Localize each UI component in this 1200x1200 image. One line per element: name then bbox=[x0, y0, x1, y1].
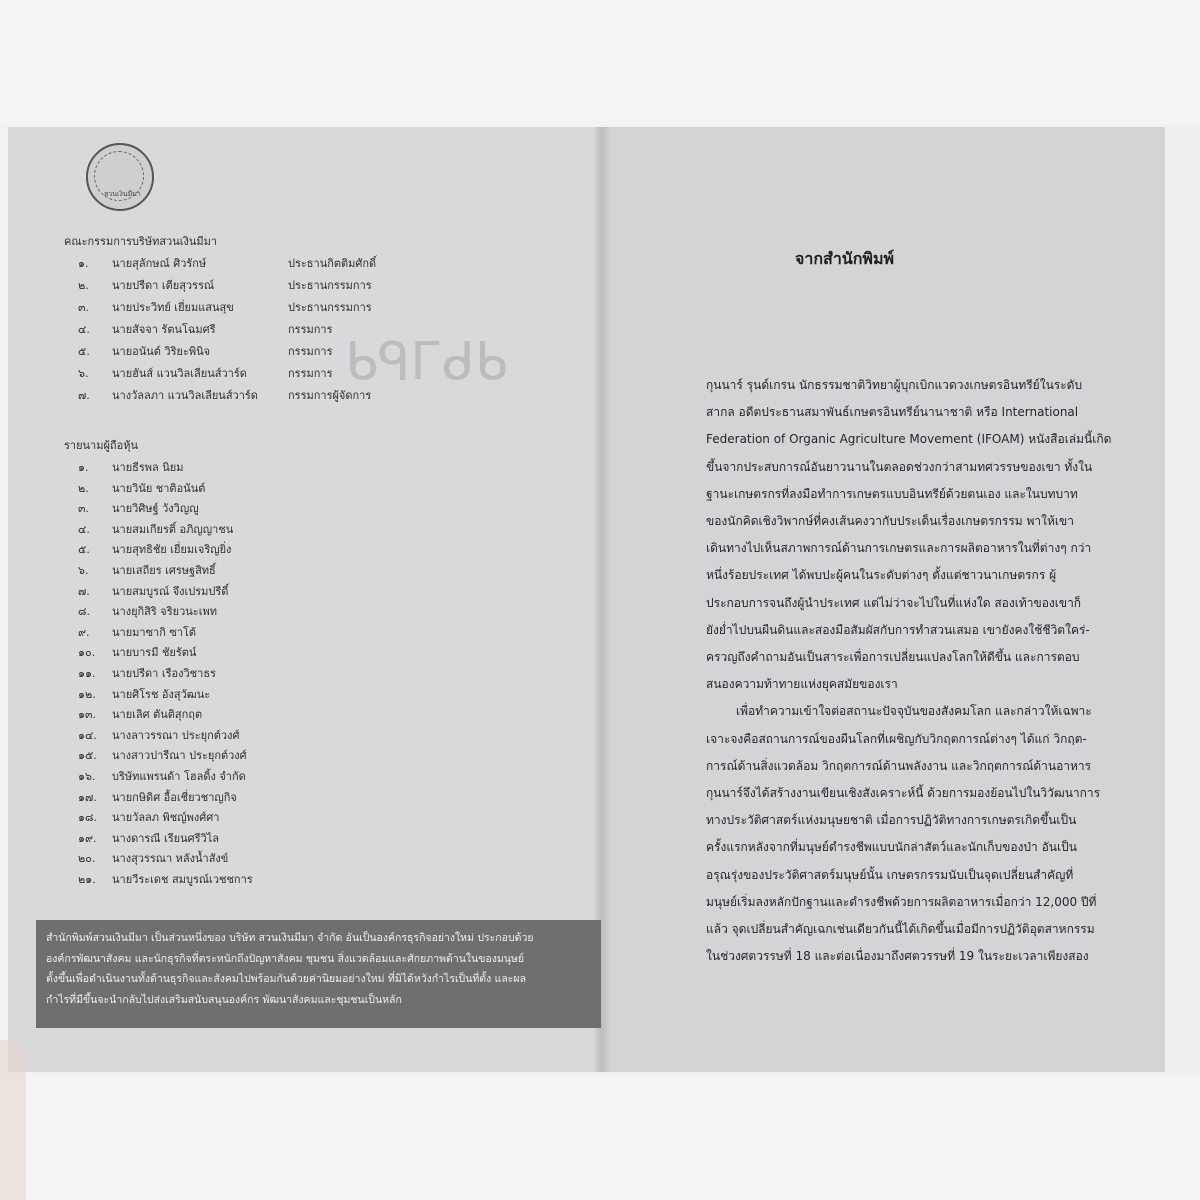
shareholder-name: นายธีรพล นิยม bbox=[112, 461, 184, 474]
shareholder-name: นายสุทธิชัย เยี่ยมเจริญยิ่ง bbox=[112, 543, 232, 557]
row-number: ๑๓. bbox=[78, 708, 96, 722]
row-number: ๑. bbox=[78, 461, 89, 474]
member-name: นายสัจจา รัตนโฉมศรี bbox=[112, 323, 216, 336]
shareholder-name: นายศิโรช อังสุวัฒนะ bbox=[112, 687, 211, 701]
board-heading: คณะกรรมการบริษัทสวนเงินมีมา bbox=[64, 235, 218, 248]
body-line: มนุษย์เริ่มลงหลักปักฐานและดำรงชีพด้วยการผลิตอาหารเมื่อกว่า 12,000 ปีที่ bbox=[706, 894, 1097, 909]
row-number: ๑๗. bbox=[78, 790, 97, 804]
member-role: กรรมการ bbox=[288, 367, 333, 380]
body-line: Federation of Organic Agriculture Movement (IFOAM) หนังสือเล่มนี้เกิด bbox=[706, 432, 1112, 447]
row-number: ๕. bbox=[78, 345, 90, 358]
publisher-note-box bbox=[36, 920, 601, 1028]
note-line: ตั้งขึ้นเพื่อดำเนินงานทั้งด้านธุรกิจและสังคมไปพร้อมกันด้วยค่านิยมอย่างใหม่ ที่มิได้หวังกำไรเป็นที่ตั้ง และผล bbox=[46, 973, 527, 985]
row-number: ๑. bbox=[78, 257, 89, 270]
publisher-foreword bbox=[706, 372, 1136, 970]
company-seal-icon bbox=[86, 143, 154, 211]
body-line: กุนนาร์จึงได้สร้างงานเขียนเชิงสังเคราะห์นี้ ด้วยการมองย้อนไปในวิวัฒนาการ bbox=[706, 786, 1101, 801]
shareholder-name: นายสมบูรณ์ จึงเปรมปรีดิ์ bbox=[112, 584, 229, 598]
member-role: กรรมการ bbox=[288, 323, 333, 336]
row-number: ๗. bbox=[78, 584, 90, 598]
row-number: ๒๑. bbox=[78, 873, 96, 886]
body-line: ฐานะเกษตรกรที่ลงมือทำการเกษตรแบบอินทรีย์ด้วยตนเอง และในบทบาท bbox=[706, 486, 1078, 501]
row-number: ๑๕. bbox=[78, 749, 97, 763]
member-role: กรรมการผู้จัดการ bbox=[288, 389, 372, 402]
row-number: ๑๖. bbox=[78, 770, 96, 783]
row-number: ๓. bbox=[78, 301, 90, 314]
body-line: เดินทางไปเห็นสภาพการณ์ด้านการเกษตรและการผลิตอาหารในที่ต่างๆ กว่า bbox=[706, 541, 1092, 556]
body-line: แล้ว จุดเปลี่ยนสำคัญเฉกเช่นเดียวกันนี้ได้เกิดขึ้นเมื่อมีการปฏิวัติอุตสาหกรรม bbox=[706, 922, 1095, 937]
shareholder-name: บริษัทแพรนด้า โฮลดิ้ง จำกัด bbox=[112, 770, 246, 783]
member-role: ประธานกรรมการ bbox=[288, 279, 372, 292]
shareholder-name: นางดารณี เรียนศรีวิไล bbox=[112, 831, 219, 845]
body-line: การณ์ด้านสิ่งแวดล้อม วิกฤตการณ์ด้านพลังงาน และวิกฤตการณ์ด้านอาหาร bbox=[706, 758, 1092, 773]
shareholder-name: นายวัลลภ พิชญ์พงศ์ศา bbox=[112, 811, 220, 825]
shareholder-name: นายวินัย ชาติอนันต์ bbox=[112, 481, 206, 495]
shareholder-name: นายสมเกียรติ์ อภิญญาชน bbox=[112, 522, 234, 536]
row-number: ๔. bbox=[78, 522, 90, 536]
row-number: ๙. bbox=[78, 625, 90, 639]
page-edge bbox=[1165, 127, 1200, 1072]
shareholder-name: นายบารมี ชัยรัตน์ bbox=[112, 646, 197, 660]
row-number: ๒. bbox=[78, 279, 89, 292]
row-number: ๓. bbox=[78, 502, 90, 516]
row-number: ๑๑. bbox=[78, 667, 96, 680]
row-number: ๕. bbox=[78, 543, 90, 557]
member-name: นายประวิทย์ เยี่ยมแสนสุข bbox=[112, 301, 234, 314]
shareholder-name: นายเสถียร เศรษฐสิทธิ์ bbox=[112, 564, 216, 577]
note-line: สำนักพิมพ์สวนเงินมีมา เป็นส่วนหนึ่งของ บริษัท สวนเงินมีมา จำกัด อันเป็นองค์กรธุรกิจอย่างใหม่ ประกอบด้วย bbox=[46, 932, 534, 944]
shareholder-name: นางยุกิสิริ จริยวนะเพท bbox=[112, 605, 217, 619]
show-through-title: ᑫᑭᒧᑲᑫ bbox=[345, 328, 508, 388]
row-number: ๑๐. bbox=[78, 646, 96, 660]
body-line: ครวญถึงคำถามอันเป็นสาระเพื่อการเปลี่ยนแปลงโลกให้ดีขึ้น และการตอบ bbox=[706, 650, 1080, 665]
member-name: นายฮันส์ แวนวิลเลียนส์วาร์ด bbox=[112, 367, 247, 380]
body-line: ประกอบการจนถึงผู้นำประเทศ แต่ไม่ว่าจะไปในที่แห่งใด สองเท้าของเขาก็ bbox=[706, 595, 1082, 610]
member-name: นายปรีดา เตียสุวรรณ์ bbox=[112, 279, 215, 292]
body-line: ครั้งแรกหลังจากที่มนุษย์ดำรงชีพแบบนักล่าสัตว์และนักเก็บของป่า อันเป็น bbox=[706, 840, 1077, 855]
member-role: กรรมการ bbox=[288, 345, 333, 358]
shareholder-name: นายมาซากิ ซาโต้ bbox=[112, 625, 197, 639]
row-number: ๖. bbox=[78, 367, 89, 380]
row-number: ๑๘. bbox=[78, 811, 97, 825]
body-line: สนองความท้าทายแห่งยุคสมัยของเรา bbox=[706, 677, 898, 692]
shareholder-name: นางสาวปารีณา ประยุกต์วงศ์ bbox=[112, 749, 247, 763]
thumb bbox=[0, 1040, 26, 1200]
shareholder-name: นางสุวรรณา หลังน้ำสังข์ bbox=[112, 852, 229, 866]
note-line: องค์กรพัฒนาสังคม และนักธุรกิจที่ตระหนักถึงปัญหาสังคม ชุมชน สิ่งแวดล้อมและศักยภาพด้านในของมนุษย์ bbox=[46, 952, 525, 965]
body-line: ทางประวัติศาสตร์แห่งมนุษยชาติ เมื่อการปฏิวัติทางการเกษตรเกิดขึ้นเป็น bbox=[706, 813, 1077, 828]
body-line: ในช่วงศตวรรษที่ 18 และต่อเนื่องมาถึงศตวรรษที่ 19 ในระยะเวลาเพียงสอง bbox=[706, 949, 1089, 964]
row-number: ๑๒. bbox=[78, 687, 96, 701]
member-name: นายอนันต์ วิริยะพินิจ bbox=[112, 345, 211, 358]
shareholder-name: นายเลิศ ตันติสุกฤต bbox=[112, 708, 203, 722]
page-title: จากสำนักพิมพ์ bbox=[795, 249, 895, 268]
shareholder-name: นายวีระเดช สมบูรณ์เวชชการ bbox=[112, 873, 253, 886]
row-number: ๑๙. bbox=[78, 831, 97, 845]
body-line: หนึ่งร้อยประเทศ ได้พบปะผู้คนในระดับต่างๆ ตั้งแต่ชาวนาเกษตรกร ผู้ bbox=[706, 568, 1057, 583]
member-name: นายสุลักษณ์ ศิวรักษ์ bbox=[112, 257, 207, 270]
member-name: นางวัลลภา แวนวิลเลียนส์วาร์ด bbox=[112, 389, 258, 402]
row-number: ๒. bbox=[78, 481, 89, 495]
background-top bbox=[0, 0, 1200, 125]
row-number: ๒๐. bbox=[78, 852, 96, 866]
row-number: ๔. bbox=[78, 323, 90, 336]
body-line: ของนักคิดเชิงวิพากษ์ที่คงเส้นคงวากับประเด็นเรื่องเกษตรกรรม พาให้เขา bbox=[706, 514, 1074, 529]
body-line: ยังย่ำไปบนผืนดินและสองมือสัมผัสกับการทำสวนเสมอ เขายังคงใช้ชีวิตใคร่- bbox=[706, 622, 1090, 637]
note-line: กำไรที่มีขึ้นจะนำกลับไปส่งเสริมสนับสนุนองค์กร พัฒนาสังคมและชุมชนเป็นหลัก bbox=[46, 993, 402, 1006]
member-role: ประธานกิตติมศักดิ์ bbox=[288, 257, 377, 270]
body-line: สากล อดีตประธานสมาพันธ์เกษตรอินทรีย์นานาชาติ หรือ International bbox=[706, 405, 1079, 420]
seal-text: สวนเงินมีมา bbox=[104, 190, 141, 198]
member-role: ประธานกรรมการ bbox=[288, 301, 372, 314]
body-line: ขึ้นจากประสบการณ์อันยาวนานในตลอดช่วงกว่าสามทศวรรษของเขา ทั้งใน bbox=[706, 459, 1093, 474]
row-number: ๖. bbox=[78, 564, 89, 577]
row-number: ๘. bbox=[78, 605, 90, 619]
body-line: เจาะจงคือสถานการณ์ของผืนโลกที่เผชิญกับวิกฤตการณ์ต่างๆ ได้แก่ วิกฤต- bbox=[706, 731, 1087, 746]
body-line: อรุณรุ่งของประวัติศาสตร์มนุษย์นั้น เกษตรกรรมนับเป็นจุดเปลี่ยนสำคัญที่ bbox=[706, 867, 1074, 882]
shareholder-name: นายกษิดิศ อื้อเชี่ยวชาญกิจ bbox=[112, 790, 237, 804]
background-bottom bbox=[0, 1075, 1200, 1200]
shareholder-name: นายปรีดา เรืองวิชาธร bbox=[112, 667, 216, 680]
body-line: กุนนาร์ รุนด์เกรน นักธรรมชาติวิทยาผู้บุกเบิกแวดวงเกษตรอินทรีย์ในระดับ bbox=[706, 378, 1083, 392]
row-number: ๑๔. bbox=[78, 728, 97, 742]
row-number: ๗. bbox=[78, 389, 90, 402]
shareholder-name: นางลาวรรณา ประยุกต์วงศ์ bbox=[112, 728, 240, 742]
body-line: เพื่อทำความเข้าใจต่อสถานะปัจจุบันของสังคมโลก และกล่าวให้เฉพาะ bbox=[736, 704, 1092, 719]
shareholder-name: นายวิศิษฐ์ วังวิญญู bbox=[112, 502, 199, 516]
shareholders-heading: รายนามผู้ถือหุ้น bbox=[64, 439, 138, 452]
